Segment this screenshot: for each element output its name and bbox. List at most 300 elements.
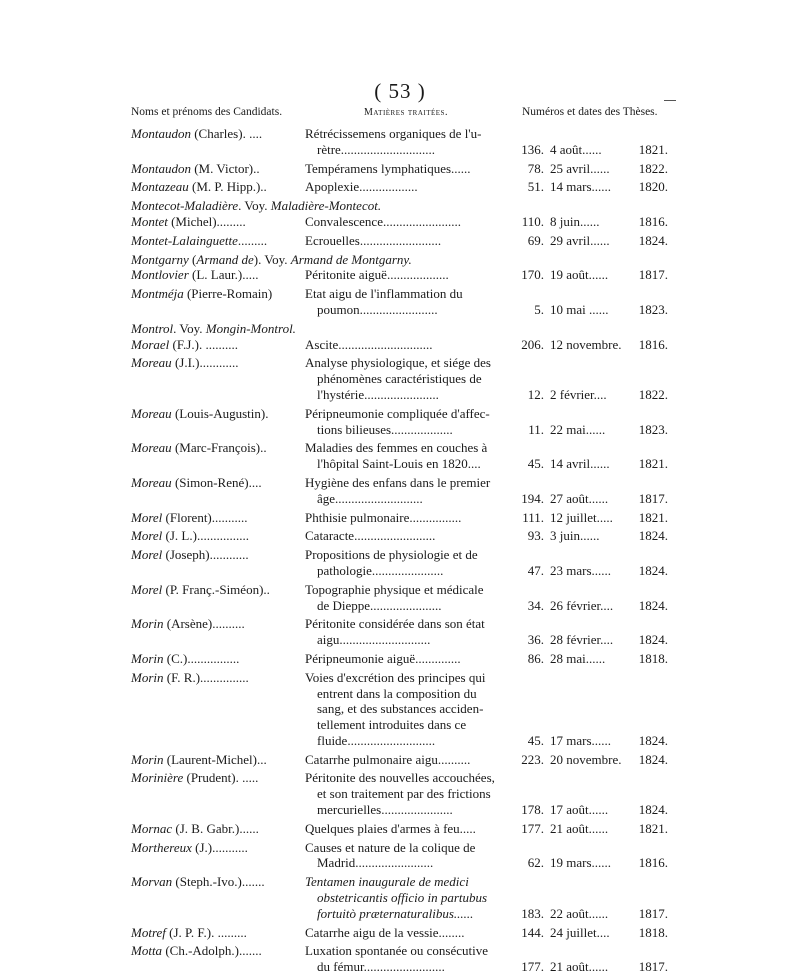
thesis-year: 1817.: [638, 267, 668, 283]
cross-reference-text: Mongin-Montrol.: [205, 320, 296, 336]
thesis-year: 1816.: [638, 855, 668, 871]
thesis-date: [550, 821, 668, 837]
thesis-year: 1824.: [638, 732, 668, 748]
thesis-date: [550, 632, 668, 648]
thesis-subject: [305, 582, 510, 614]
thesis-date: [550, 598, 668, 614]
entry-row: [0, 214, 800, 230]
subject-line: Péritonite des nouvelles accouchées,: [305, 770, 495, 786]
candidate-name: [131, 925, 247, 941]
thesis-day-month: 26 février....: [550, 597, 614, 613]
thesis-number: 136.: [521, 141, 544, 157]
surname: Morthereux: [131, 839, 192, 855]
entry-row: [0, 528, 800, 544]
candidate-name: [131, 267, 258, 283]
thesis-day-month: 28 février....: [550, 632, 614, 648]
thesis-date: [550, 179, 668, 195]
candidate-name: [131, 874, 265, 890]
thesis-number: 78.: [527, 160, 544, 176]
thesis-subject: [305, 355, 510, 402]
thesis-date: [550, 161, 668, 177]
thesis-number: 51.: [527, 179, 544, 195]
thesis-subject: [305, 214, 510, 230]
candidate-name: [131, 355, 238, 371]
subject-line: Maladies des femmes en couches à: [305, 440, 488, 456]
thesis-date: [550, 456, 668, 472]
thesis-number: 45.: [527, 456, 544, 472]
thesis-number: 34.: [527, 597, 544, 613]
cross-reference-text: Armand de Montgarny.: [290, 251, 412, 267]
thesis-subject: [305, 752, 510, 768]
thesis-subject: [305, 126, 510, 158]
thesis-year: 1824.: [638, 562, 668, 578]
thesis-number: 223.: [521, 751, 544, 767]
thesis-year: 1824.: [638, 232, 668, 248]
thesis-day-month: 27 août......: [550, 490, 609, 506]
entry-row: [0, 510, 800, 526]
thesis-subject: [305, 233, 510, 249]
thesis-list: [0, 126, 800, 978]
thesis-subject: [305, 547, 510, 579]
thesis-number: 93.: [527, 528, 544, 544]
entry-row: [0, 233, 800, 249]
subject-line: tellement introduites dans ce: [317, 717, 467, 733]
thesis-number: 5.: [534, 301, 544, 317]
thesis-number: 12.: [527, 386, 544, 402]
subject-line: entrent dans la composition du: [317, 685, 477, 701]
surname: Morel: [131, 528, 163, 544]
thesis-number: 144.: [521, 924, 544, 940]
thesis-number: 183.: [521, 905, 544, 921]
thesis-subject: [305, 770, 510, 817]
thesis-day-month: 23 mars......: [550, 562, 612, 578]
thesis-subject: [305, 286, 510, 318]
thesis-day-month: 14 mars......: [550, 179, 612, 195]
subject-line: Apoplexie..................: [305, 179, 418, 195]
surname: Moreau: [131, 440, 172, 456]
subject-line: Topographie physique et médicale: [305, 581, 484, 597]
cross-reference-text: . Voy.: [238, 198, 271, 214]
thesis-year: 1824.: [638, 528, 668, 544]
thesis-number: 177.: [521, 959, 544, 975]
thesis-day-month: 19 mars......: [550, 855, 612, 871]
given-names: (Florent)...........: [162, 509, 248, 525]
subject-line: Phthisie pulmonaire................: [305, 509, 462, 525]
subject-line: Propositions de physiologie et de: [305, 547, 478, 563]
subject-line: Luxation spontanée ou consécutive: [305, 943, 489, 959]
given-names: (J. P. F.). .........: [165, 924, 247, 940]
surname: Morel: [131, 547, 163, 563]
cross-reference-row: [0, 198, 800, 214]
candidate-name: [131, 943, 262, 959]
subject-line: fortuitò præternaturalibus......: [317, 905, 474, 921]
thesis-year: 1818.: [638, 650, 668, 666]
thesis-day-month: 8 juin......: [550, 213, 600, 229]
thesis-day-month: 20 novembre.: [550, 751, 622, 767]
thesis-number: 62.: [527, 855, 544, 871]
column-headers: [0, 106, 800, 124]
thesis-day-month: 17 août......: [550, 802, 609, 818]
thesis-subject: [305, 510, 510, 526]
subject-line: de Dieppe......................: [317, 597, 442, 613]
subject-line: Madrid........................: [317, 855, 434, 871]
thesis-date: [550, 959, 668, 975]
subject-line: Convalescence........................: [305, 213, 461, 229]
entry-row: [0, 179, 800, 195]
entry-row: [0, 874, 800, 921]
thesis-day-month: 3 juin......: [550, 528, 600, 544]
subject-line: fluide...........................: [317, 732, 436, 748]
given-names: (L. Laur.).....: [188, 267, 259, 283]
thesis-number: 36.: [527, 632, 544, 648]
thesis-day-month: 21 août......: [550, 959, 609, 975]
surname: Morin: [131, 669, 164, 685]
thesis-year: 1824.: [638, 597, 668, 613]
thesis-subject: [305, 651, 510, 667]
entry-row: [0, 770, 800, 817]
given-names: (Louis-Augustin).: [171, 405, 269, 421]
thesis-year: 1824.: [638, 802, 668, 818]
surname: Moreau: [131, 474, 172, 490]
subject-line: Ascite.............................: [305, 336, 433, 352]
surname: Morin: [131, 650, 164, 666]
thesis-date: [550, 802, 668, 818]
subject-line: poumon........................: [317, 301, 438, 317]
cross-reference-text: Montecot-Maladière: [131, 198, 239, 214]
thesis-number: 86.: [527, 650, 544, 666]
candidate-name: [131, 752, 267, 768]
subject-line: Quelques plaies d'armes à feu.....: [305, 820, 476, 836]
cross-reference-text: Armand de: [196, 251, 254, 267]
subject-line: Cataracte.........................: [305, 528, 436, 544]
thesis-subject: [305, 925, 510, 941]
entry-row: [0, 616, 800, 648]
thesis-subject: [305, 670, 510, 749]
thesis-year: 1816.: [638, 336, 668, 352]
thesis-number: 170.: [521, 267, 544, 283]
surname: Morvan: [131, 874, 173, 890]
thesis-number: 11.: [528, 421, 544, 437]
thesis-date: [550, 510, 668, 526]
thesis-day-month: 22 août......: [550, 905, 609, 921]
given-names: (F. R.)...............: [163, 669, 249, 685]
thesis-day-month: 25 avril......: [550, 160, 610, 176]
thesis-subject: [305, 161, 510, 177]
thesis-date: [550, 651, 668, 667]
thesis-date: [550, 337, 668, 353]
given-names: (J.I.)............: [171, 355, 239, 371]
candidate-name: [131, 510, 248, 526]
thesis-subject: [305, 179, 510, 195]
thesis-number: 177.: [521, 820, 544, 836]
given-names: (Joseph)............: [162, 547, 249, 563]
subject-line: phénomènes caractéristiques de: [317, 371, 482, 387]
cross-reference-row: [0, 321, 800, 337]
given-names: (F.J.). ..........: [169, 336, 238, 352]
surname: Morel: [131, 581, 163, 597]
given-names: (J. B. Gabr.)......: [172, 820, 259, 836]
thesis-day-month: 10 mai ......: [550, 301, 609, 317]
thesis-number: 194.: [521, 490, 544, 506]
subject-line: Hygiène des enfans dans le premier: [305, 474, 491, 490]
surname: Moreau: [131, 405, 172, 421]
cross-reference-text: Montrol: [131, 320, 174, 336]
cross-reference-text: ). Voy.: [253, 251, 291, 267]
header-rule: [664, 100, 676, 101]
thesis-day-month: 17 mars......: [550, 732, 612, 748]
thesis-subject: [305, 840, 510, 872]
entry-row: [0, 925, 800, 941]
entry-row: [0, 670, 800, 749]
entry-row: [0, 406, 800, 438]
surname: Montazeau: [131, 179, 189, 195]
given-names: (J. L.)................: [162, 528, 249, 544]
thesis-year: 1817.: [638, 959, 668, 975]
thesis-year: 1816.: [638, 213, 668, 229]
candidate-name: [131, 233, 267, 249]
candidate-name: [131, 337, 238, 353]
thesis-day-month: 28 mai......: [550, 650, 606, 666]
given-names: (Pierre-Romain): [183, 286, 273, 302]
thesis-year: 1822.: [638, 160, 668, 176]
cross-reference-text: . Voy.: [173, 320, 206, 336]
surname: Morael: [131, 336, 170, 352]
entry-row: [0, 582, 800, 614]
thesis-date: [550, 925, 668, 941]
cross-reference-row: [0, 252, 800, 268]
entry-row: [0, 267, 800, 283]
thesis-number: 110.: [521, 213, 544, 229]
subject-line: mercurielles......................: [317, 802, 453, 818]
header-names: Noms et prénoms des Candidats.: [131, 106, 283, 118]
thesis-date: [550, 387, 668, 403]
given-names: (Simon-René)....: [171, 474, 262, 490]
thesis-number: 69.: [527, 232, 544, 248]
thesis-subject: [305, 267, 510, 283]
subject-line: Rétrécissemens organiques de l'u-: [305, 126, 482, 141]
thesis-year: 1821.: [638, 509, 668, 525]
entry-row: [0, 651, 800, 667]
subject-line: l'hystérie.......................: [317, 386, 439, 402]
thesis-day-month: 22 mai......: [550, 421, 606, 437]
subject-line: rètre.............................: [317, 141, 436, 157]
entry-row: [0, 355, 800, 402]
given-names: (C.)................: [163, 650, 240, 666]
surname: Moreau: [131, 355, 172, 371]
thesis-number: 47.: [527, 562, 544, 578]
subject-line: Tempéramens lymphatiques......: [305, 160, 471, 176]
header-subjects: Matières traitées.: [364, 107, 448, 118]
thesis-number: 111.: [522, 509, 544, 525]
candidate-name: [131, 770, 258, 786]
thesis-date: [550, 855, 668, 871]
entry-row: [0, 752, 800, 768]
thesis-date: [550, 528, 668, 544]
thesis-date: [550, 422, 668, 438]
given-names: (Marc-François)..: [171, 440, 267, 456]
subject-line: Tentamen inaugurale de medici: [305, 874, 469, 890]
subject-line: Catarrhe pulmonaire aigu..........: [305, 751, 471, 767]
candidate-name: [131, 126, 262, 142]
entry-row: [0, 943, 800, 975]
candidate-name: [131, 528, 249, 544]
surname: Montaudon: [131, 160, 191, 176]
thesis-year: 1821.: [638, 820, 668, 836]
thesis-number: 206.: [521, 336, 544, 352]
thesis-date: [550, 267, 668, 283]
surname: Morin: [131, 751, 164, 767]
candidate-name: [131, 840, 248, 856]
candidate-name: [131, 214, 246, 230]
page-number: ( 53 ): [374, 79, 426, 103]
given-names: (Arsène)..........: [163, 616, 245, 632]
subject-line: Analyse physiologique, et siége des: [305, 355, 491, 371]
given-names: .........: [237, 232, 268, 248]
thesis-day-month: 14 avril......: [550, 456, 610, 472]
candidate-name: [131, 821, 259, 837]
given-names: (M. Victor)..: [190, 160, 260, 176]
cross-reference-text: (: [188, 251, 197, 267]
surname: Montet: [131, 213, 168, 229]
thesis-subject: [305, 440, 510, 472]
thesis-day-month: 4 août......: [550, 141, 602, 157]
surname: Morin: [131, 616, 164, 632]
surname: Montet-Lalainguette: [131, 232, 238, 248]
given-names: (M. P. Hipp.)..: [188, 179, 267, 195]
candidate-name: [131, 616, 245, 632]
surname: Morel: [131, 509, 163, 525]
thesis-subject: [305, 337, 510, 353]
cross-reference-text: Montgarny: [131, 251, 189, 267]
given-names: (J.)...........: [191, 839, 248, 855]
subject-line: pathologie......................: [317, 562, 444, 578]
entry-row: [0, 337, 800, 353]
thesis-year: 1824.: [638, 632, 668, 648]
thesis-day-month: 12 juillet.....: [550, 509, 613, 525]
candidate-name: [131, 179, 267, 195]
thesis-day-month: 12 novembre.: [550, 336, 622, 352]
entry-row: [0, 547, 800, 579]
given-names: (Prudent). .....: [183, 770, 259, 786]
subject-line: Causes et nature de la colique de: [305, 839, 476, 855]
thesis-year: 1817.: [638, 490, 668, 506]
entry-row: [0, 286, 800, 318]
given-names: (Charles). ....: [190, 126, 263, 141]
surname: Montaudon: [131, 126, 191, 141]
thesis-subject: [305, 874, 510, 921]
thesis-year: 1822.: [638, 386, 668, 402]
thesis-year: 1820.: [638, 179, 668, 195]
subject-line: obstetricantis officio in partubus: [317, 890, 488, 906]
thesis-day-month: 29 avril......: [550, 232, 610, 248]
candidate-name: [131, 651, 239, 667]
subject-line: et son traitement par des frictions: [317, 786, 491, 802]
given-names: (Ch.-Adolph.).......: [162, 943, 262, 959]
thesis-date: [550, 214, 668, 230]
thesis-subject: [305, 528, 510, 544]
subject-line: aigu............................: [317, 632, 431, 648]
given-names: (P. Franç.-Siméon)..: [162, 581, 270, 597]
thesis-day-month: 24 juillet....: [550, 924, 610, 940]
subject-line: Péripneumonie compliquée d'affec-: [305, 405, 490, 421]
subject-line: âge...........................: [317, 490, 423, 506]
subject-line: Péritonite considérée dans son état: [305, 616, 485, 632]
given-names: (Laurent-Michel)...: [163, 751, 267, 767]
surname: Montlovier: [131, 267, 189, 283]
thesis-date: [550, 733, 668, 749]
given-names: (Steph.-Ivo.).......: [172, 874, 265, 890]
candidate-name: [131, 406, 268, 422]
thesis-number: 45.: [527, 732, 544, 748]
given-names: (Michel).........: [167, 213, 246, 229]
thesis-date: [550, 233, 668, 249]
thesis-day-month: 2 février....: [550, 386, 607, 402]
subject-line: Voies d'excrétion des principes qui: [305, 669, 486, 685]
entry-row: [0, 161, 800, 177]
candidate-name: [131, 286, 272, 302]
subject-line: sang, et des substances acciden-: [317, 701, 484, 717]
surname: Mornac: [131, 820, 173, 836]
surname: Motref: [131, 924, 166, 940]
subject-line: Etat aigu de l'inflammation du: [305, 286, 463, 302]
surname: Montméja: [131, 286, 184, 302]
thesis-subject: [305, 406, 510, 438]
entry-row: [0, 821, 800, 837]
thesis-year: 1821.: [638, 456, 668, 472]
entry-row: [0, 440, 800, 472]
candidate-name: [131, 547, 249, 563]
cross-reference-text: Maladière-Montecot.: [270, 198, 382, 214]
thesis-date: [550, 302, 668, 318]
thesis-date: [550, 491, 668, 507]
candidate-name: [131, 475, 262, 491]
subject-line: l'hôpital Saint-Louis en 1820....: [317, 456, 481, 472]
thesis-day-month: 19 août......: [550, 267, 609, 283]
subject-line: Péripneumonie aiguë..............: [305, 650, 461, 666]
subject-line: tions bilieuses...................: [317, 421, 453, 437]
thesis-subject: [305, 821, 510, 837]
subject-line: Ecrouelles.........................: [305, 232, 442, 248]
thesis-number: 178.: [521, 802, 544, 818]
thesis-day-month: 21 août......: [550, 820, 609, 836]
entry-row: [0, 126, 800, 158]
thesis-year: 1823.: [638, 421, 668, 437]
candidate-name: [131, 161, 260, 177]
thesis-year: 1823.: [638, 301, 668, 317]
surname: Motta: [131, 943, 163, 959]
header-numbers: Numéros et dates des Thèses.: [522, 106, 658, 118]
candidate-name: [131, 582, 270, 598]
thesis-year: 1817.: [638, 905, 668, 921]
subject-line: du fémur.........................: [317, 959, 445, 975]
thesis-date: [550, 563, 668, 579]
thesis-date: [550, 906, 668, 922]
thesis-subject: [305, 943, 510, 975]
thesis-year: 1821.: [638, 141, 668, 157]
candidate-name: [131, 440, 267, 456]
thesis-subject: [305, 475, 510, 507]
subject-line: Péritonite aiguë...................: [305, 267, 449, 283]
entry-row: [0, 840, 800, 872]
thesis-date: [550, 142, 668, 158]
thesis-subject: [305, 616, 510, 648]
thesis-date: [550, 752, 668, 768]
surname: Morinière: [131, 770, 184, 786]
thesis-year: 1818.: [638, 924, 668, 940]
thesis-year: 1824.: [638, 751, 668, 767]
subject-line: Catarrhe aigu de la vessie........: [305, 924, 465, 940]
candidate-name: [131, 670, 249, 686]
